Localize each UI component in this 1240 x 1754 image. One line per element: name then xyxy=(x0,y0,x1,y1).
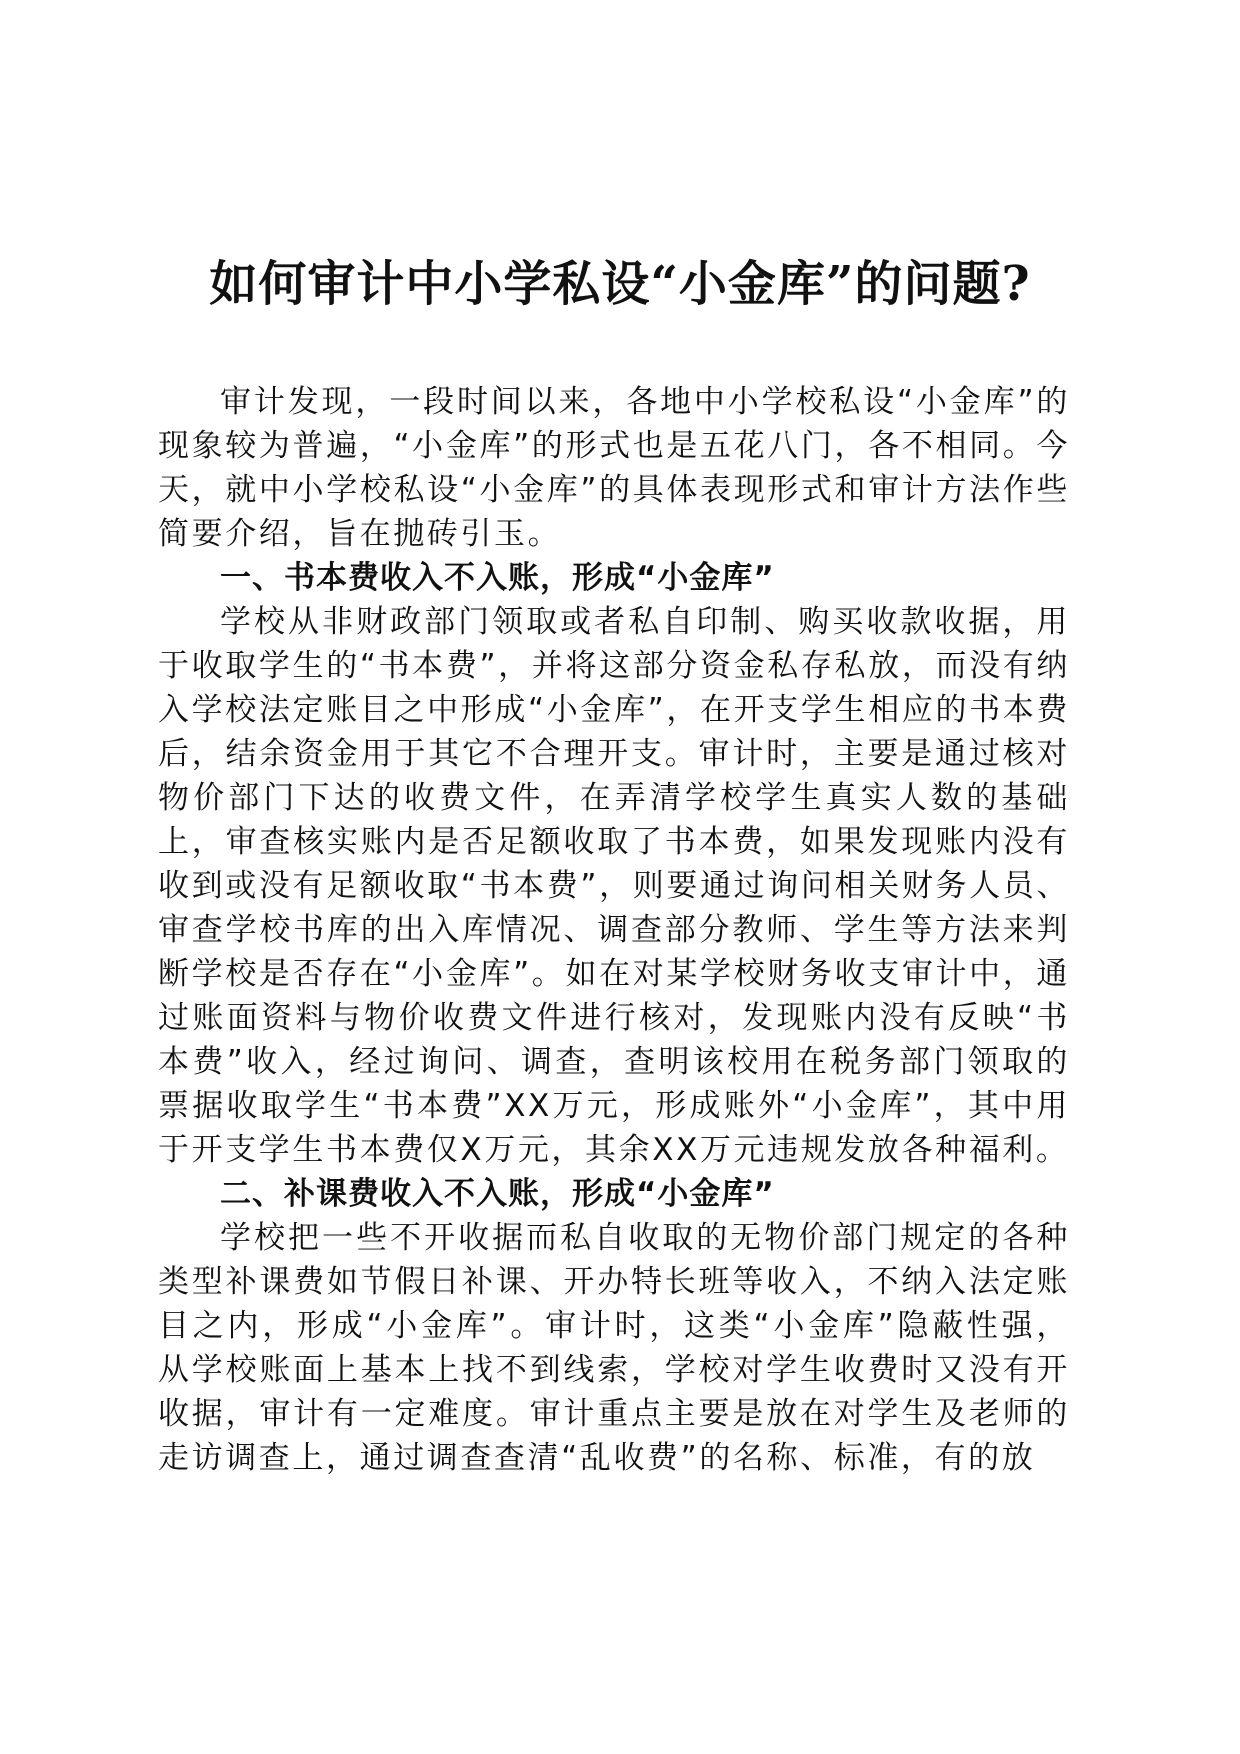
paragraph-section-1: 学校从非财政部门领取或者私自印制、购买收款收据，用于收取学生的“书本费”，并将这部分资金私存私放，而没有纳入学校法定账目之中形成“小金库”，在开支学生相应的书本费后，结余资金用于其它不合理开支。审计时，主要是通过核对物价部门下达的收费文件，在弄清学校学生真实人数的基础上，审查核实账内是否足额收取了书本费，如果发现账内没有收到或没有足额收取“书本费”，则要通过询问相关财务人员、审查学校书库的出入库情况、调查部分教师、学生等方法来判断学校是否存在“小金库”。如在对某学校财务收支审计中，通过账面资料与物价收费文件进行核对，发现账内没有反映“书本费”收入，经过询问、调查，查明该校用在税务部门领取的票据收取学生“书本费”XX万元，形成账外“小金库”，其中用于开支学生书本费仅X万元，其余XX万元违规发放各种福利。 xyxy=(158,604,1070,1168)
document-title: 如何审计中小学私设“小金库”的问题? xyxy=(209,256,1031,312)
document-body xyxy=(158,380,1070,1480)
paragraph-section-2: 学校把一些不开收据而私自收取的无物价部门规定的各种类型补课费如节假日补课、开办特长班等收入，不纳入法定账目之内，形成“小金库”。审计时，这类“小金库”隐蔽性强，从学校账面上基本上找不到线索，学校对学生收费时又没有开收据，审计有一定难度。审计重点主要是放在对学生及老师的走访调查上，通过调查查清“乱收费”的名称、标准，有的放 xyxy=(158,1220,1070,1476)
paragraph-intro: 审计发现，一段时间以来，各地中小学校私设“小金库”的现象较为普遍，“小金库”的形式也是五花八门，各不相同。今天，就中小学校私设“小金库”的具体表现形式和审计方法作些简要介绍，旨在抛砖引玉。 xyxy=(158,384,1070,552)
section-heading-1: 一、书本费收入不入账，形成“小金库” xyxy=(220,560,775,596)
section-heading-2: 二、补课费收入不入账，形成“小金库” xyxy=(220,1176,775,1212)
